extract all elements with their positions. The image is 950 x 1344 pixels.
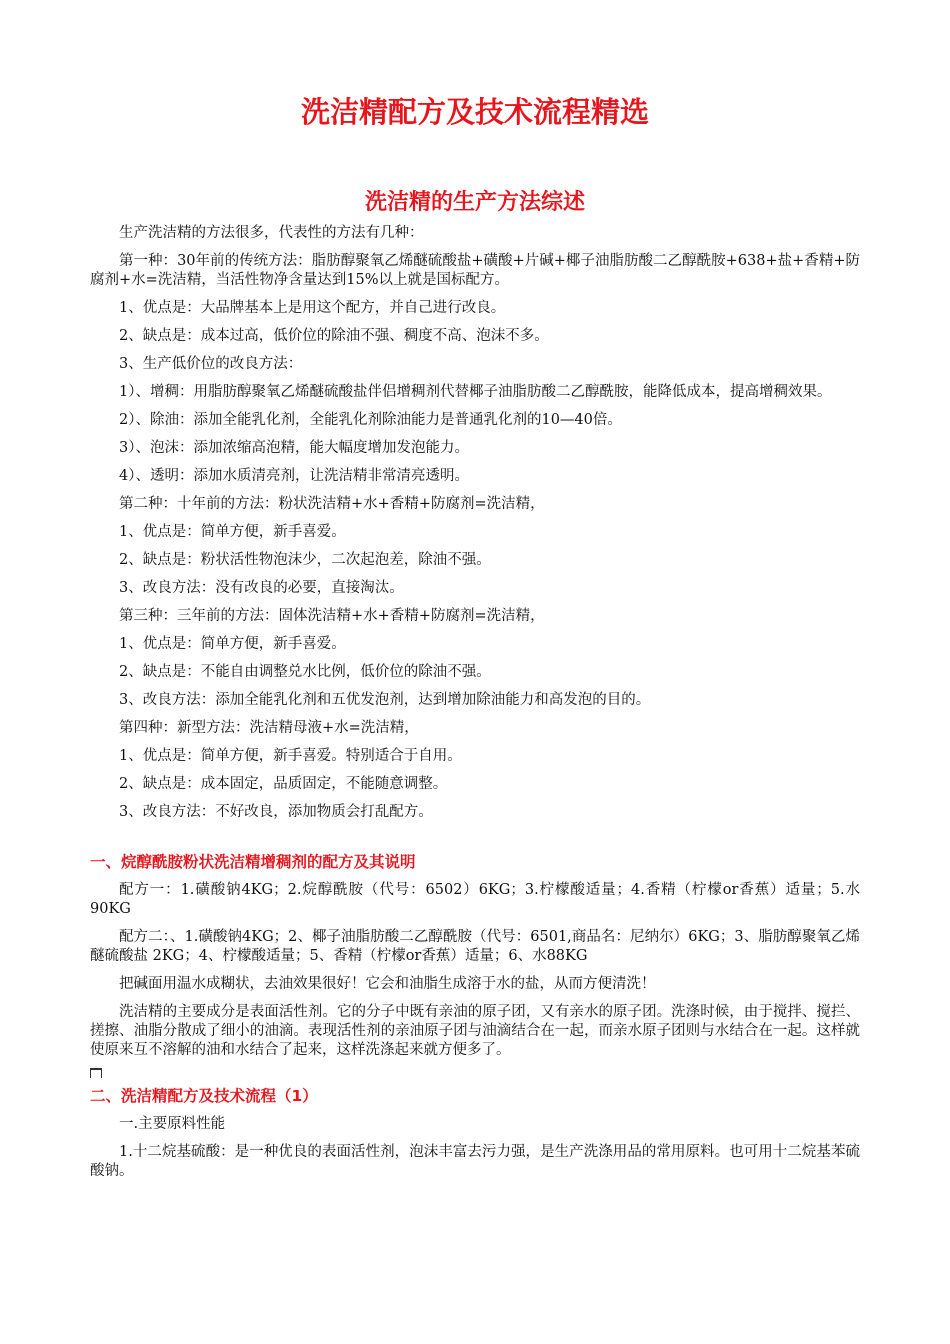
paragraph: 第一种：30年前的传统方法：脂肪醇聚氧乙烯醚硫酸盐+磺酸+片碱+椰子油脂肪酸二乙醇酰胺+638+盐+香精+防腐剂+水=洗洁精，当活性物净含量达到15%以上就是国标配方。 (90, 253, 860, 288)
paragraph: 一.主要原料性能 (119, 1116, 226, 1132)
paragraph: 2、缺点是：不能自由调整兑水比例，低价位的除油不强。 (119, 664, 491, 680)
paragraph: 1、优点是：简单方便，新手喜爱。 (119, 524, 346, 540)
materials-section (90, 1115, 860, 1181)
paragraph: 洗洁精的主要成分是表面活性剂。它的分子中既有亲油的原子团，又有亲水的原子团。洗涤时候，由于搅拌、搅拦、搓擦、油脂分散成了细小的油滴。表现活性剂的亲油原子团与油滴结合在一起，而亲水原子团则与水结合在一起。这样就使原来互不溶解的油和水结合了起来，这样洗涤起来就方便多了。 (90, 1004, 860, 1058)
paragraph: 生产洗洁精的方法很多，代表性的方法有几种： (119, 225, 424, 241)
heading-section-1: 一、烷醇酰胺粉状洗洁精增稠剂的配方及其说明 (90, 853, 416, 871)
paragraph: 3、改良方法：不好改良，添加物质会打乱配方。 (119, 804, 433, 820)
paragraph: 1.十二烷基硫酸：是一种优良的表面活性剂，泡沫丰富去污力强，是生产洗涤用品的常用原料。也可用十二烷基苯硫酸钠。 (90, 1144, 860, 1179)
paragraph: 2、缺点是：粉状活性物泡沫少，二次起泡差，除油不强。 (119, 552, 491, 568)
paragraph: 1、优点是：简单方便，新手喜爱。 (119, 636, 346, 652)
paragraph: 第四种：新型方法：洗洁精母液+水=洗洁精， (119, 720, 419, 736)
paragraph: 3、生产低价位的改良方法： (119, 356, 303, 372)
paragraph: 把碱面用温水成糊状，去油效果很好！它会和油脂生成溶于水的盐，从而方便清洗！ (119, 976, 656, 992)
paragraph: 3、改良方法：添加全能乳化剂和五优发泡剂，达到增加除油能力和高发泡的目的。 (119, 692, 651, 708)
paragraph: 第三种：三年前的方法：固体洗洁精+水+香精+防腐剂=洗洁精， (119, 608, 545, 624)
heading-section-2: 二、洗洁精配方及技术流程（1） (90, 1087, 318, 1105)
paragraph: 3）、泡沫：添加浓缩高泡精，能大幅度增加发泡能力。 (119, 440, 469, 456)
paragraph: 4）、透明：添加水质清亮剂，让洗洁精非常清亮透明。 (119, 468, 469, 484)
paragraph: 1、优点是：大品牌基本上是用这个配方，并自己进行改良。 (119, 300, 506, 316)
paragraph: 2）、除油：添加全能乳化剂，全能乳化剂除油能力是普通乳化剂的10—40倍。 (119, 412, 622, 428)
paragraph: 配方二：、1.磺酸钠4KG；2、椰子油脂肪酸二乙醇酰胺（代号：6501,商品名：尼纳尔）6KG；3、脂肪醇聚氧乙烯醚硫酸盐 2KG；4、柠檬酸适量；5、香精（柠檬or香蕉）适量；6、水88KG (90, 929, 860, 964)
document-title: 洗洁精配方及技术流程精选 (300, 95, 649, 129)
paragraph: 第二种：十年前的方法：粉状洗洁精+水+香精+防腐剂=洗洁精， (119, 496, 545, 512)
methods-overview (90, 224, 860, 822)
paragraph: 2、缺点是：成本过高，低价位的除油不强、稠度不高、泡沫不多。 (119, 328, 549, 344)
paragraph: 1、优点是：简单方便，新手喜爱。特别适合于自用。 (119, 748, 462, 764)
paragraph: 配方一：1.磺酸钠4KG；2.烷醇酰胺（代号：6502）6KG；3.柠檬酸适量；4.香精（柠檬or香蕉）适量；5.水90KG (90, 882, 860, 917)
section-title: 洗洁精的生产方法综述 (364, 190, 585, 215)
paragraph: 2、缺点是：成本固定，品质固定，不能随意调整。 (119, 776, 448, 792)
formula-section (90, 881, 860, 1060)
paragraph: 3、改良方法：没有改良的必要，直接淘汰。 (119, 580, 404, 596)
paragraph: 1）、增稠：用脂肪醇聚氧乙烯醚硫酸盐伴侣增稠剂代替椰子油脂肪酸二乙醇酰胺，能降低成本，提高增稠效果。 (119, 384, 832, 400)
bracket-mark (90, 1068, 102, 1078)
